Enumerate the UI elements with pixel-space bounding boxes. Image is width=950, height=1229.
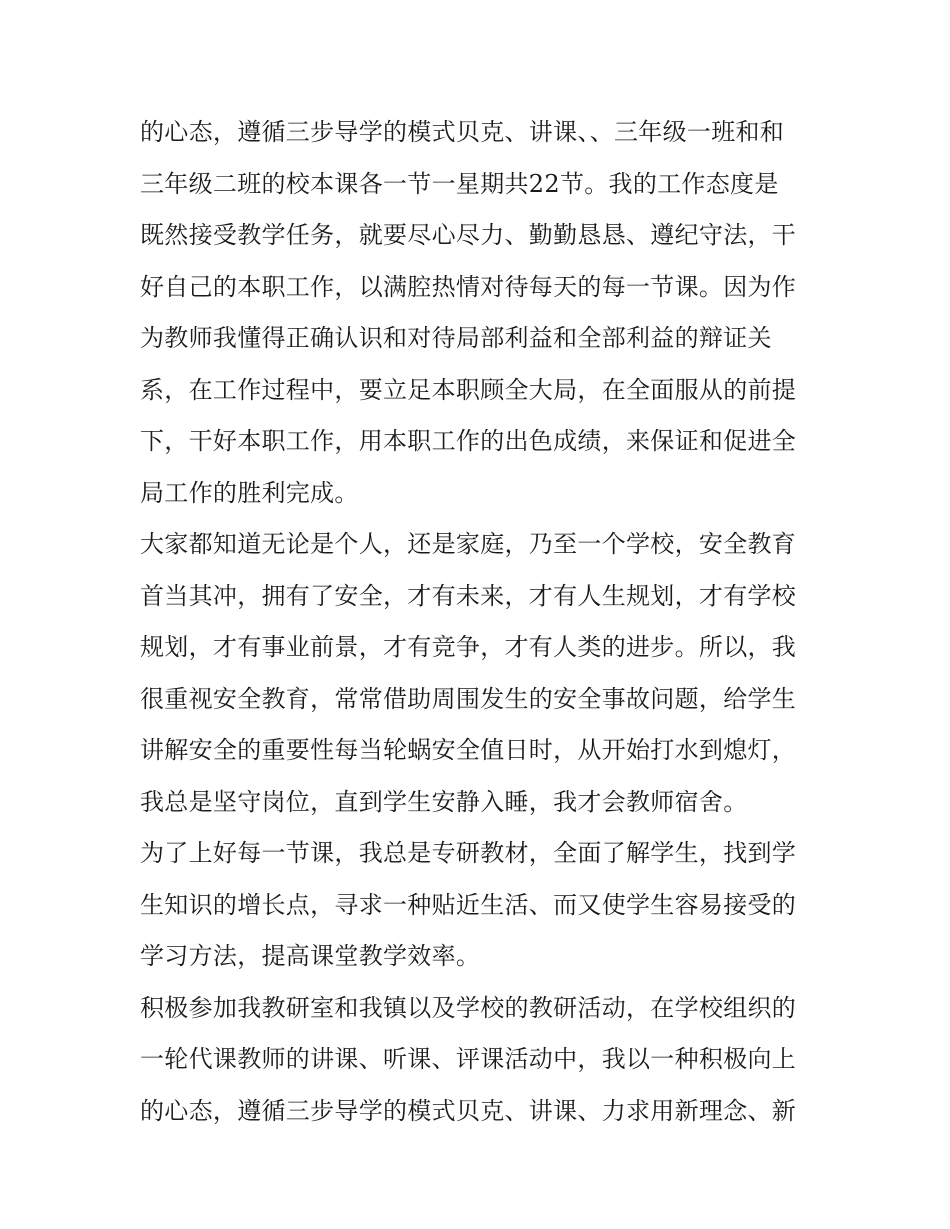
text-line-12: 很重视安全教育，常常借助周围发生的安全事故问题，给学生 [140, 684, 797, 713]
text-line-16: 生知识的增长点，寻求一种贴近生活、而又使学生容易接受的 [140, 890, 797, 919]
text-line-13: 讲解安全的重要性每当轮蜗安全值日时，从开始打水到熄灯， [140, 736, 797, 764]
text-line-19: 一轮代课教师的讲课、听课、评课活动中，我以一种积极向上 [140, 1045, 797, 1073]
text-line-11: 规划，才有事业前景，才有竞争，才有人类的进步。所以，我 [140, 633, 797, 661]
text-line-2: 三年级二班的校本课各一节一星期共22节。我的工作态度是 [140, 169, 779, 198]
body-text [140, 107, 815, 1137]
text-line-4: 好自己的本职工作，以满腔热情对待每天的每一节课。因为作 [140, 272, 797, 301]
text-line-15: 为了上好每一节课，我总是专研教材，全面了解学生，找到学 [140, 839, 797, 867]
text-line-10: 首当其冲，拥有了安全，才有未来，才有人生规划，才有学校 [140, 581, 797, 610]
text-line-9: 大家都知道无论是个人，还是家庭，乃至一个学校，安全教育 [140, 530, 797, 558]
text-line-5: 为教师我懂得正确认识和对待局部利益和全部利益的辩证关 [140, 324, 772, 352]
text-line-1: 的心态，遵循三步导学的模式贝克、讲课、、三年级一班和和 [140, 118, 785, 146]
text-line-3: 既然接受教学任务，就要尽心尽力、勤勤恳恳、遵纪守法，干 [140, 221, 797, 249]
text-line-14: 我总是坚守岗位，直到学生安静入睡，我才会教师宿舍。 [140, 787, 748, 816]
text-line-7: 下，干好本职工作，用本职工作的出色成绩，来保证和促进全 [140, 427, 797, 455]
text-line-6: 系，在工作过程中，要立足本职顾全大局，在全面服从的前提 [140, 375, 797, 404]
text-line-8: 局工作的胜利完成。 [140, 478, 359, 507]
text-line-20: 的心态，遵循三步导学的模式贝克、讲课、力求用新理念、新 [140, 1096, 797, 1125]
text-line-17: 学习方法，提高课堂教学效率。 [140, 942, 481, 970]
text-line-18: 积极参加我教研室和我镇以及学校的教研活动，在学校组织的 [140, 993, 797, 1022]
